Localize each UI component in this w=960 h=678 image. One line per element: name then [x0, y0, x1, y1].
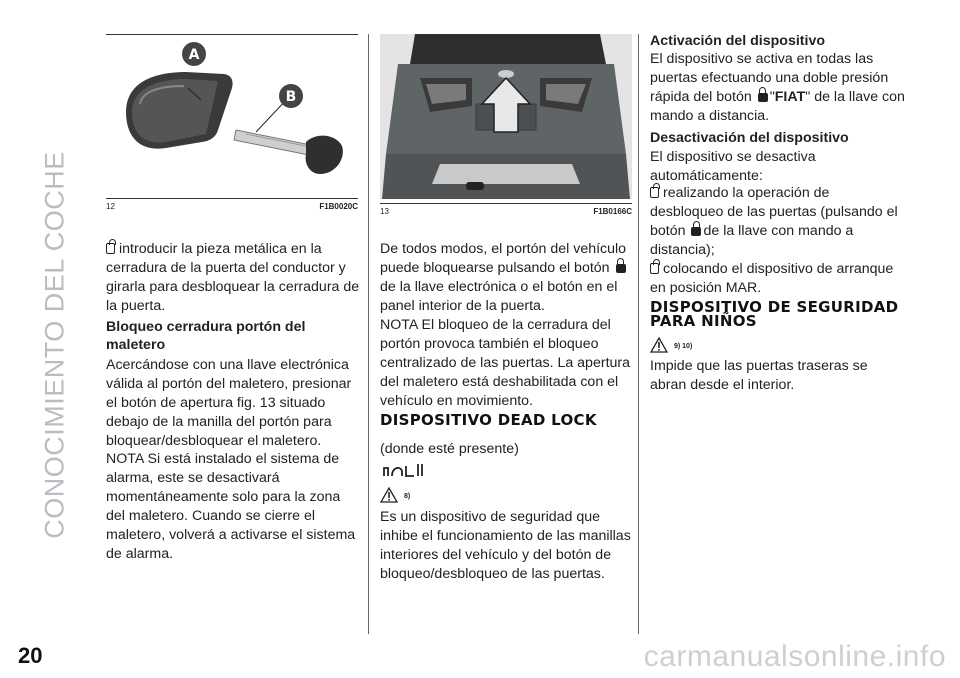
bullet-text: introducir la pieza metálica en la cerradura de la puerta del conductor y girarla para desbloquear la cerradura de la puerta. [106, 241, 360, 314]
heading-seguridad-ninos: DISPOSITIVO DE SEGURIDAD PARA NIÑOS [650, 298, 899, 330]
bullet-item: colocando el dispositivo de arranque en posición MAR. [650, 261, 894, 296]
callout-a: A [188, 47, 200, 63]
column-divider [638, 34, 639, 634]
heading-activacion: Activación del dispositivo [650, 33, 826, 49]
figure-13 [380, 34, 632, 214]
car-rear-illustration [380, 34, 632, 199]
page-number: 20 [18, 643, 43, 668]
note-paragraph: NOTA El bloqueo de la cerradura del portón provoca también el bloqueo centralizado de las puertas. La apertura del maletero está deshabilitada con el vehículo en movimiento. [380, 317, 631, 409]
figure-number: 13 [380, 207, 389, 216]
paragraph: Es un dispositivo de seguridad que inhibe el funcionamiento de las manillas interiores del vehículo y del botón de bloqueo/desbloqueo de las puertas. [380, 509, 631, 582]
heading-bloqueo-maletero: Bloqueo cerradura portón del maletero [106, 319, 306, 353]
bullet-icon [650, 263, 659, 274]
subheading: (donde esté presente) [380, 441, 519, 457]
paragraph: De todos modos, el portón del vehículo puede bloquearse pulsando el botón de la llave electrónica o el botón en el panel interior de la puerta. [380, 241, 627, 314]
figure-12 [106, 34, 358, 214]
figure-code: F1B0166C [593, 207, 632, 216]
key-illustration [106, 34, 358, 194]
figure-caption [106, 198, 358, 211]
paragraph: Impide que las puertas traseras se abran desde el interior. [650, 358, 868, 393]
note-paragraph: NOTA Si está instalado el sistema de alarma, este se desactivará momentáneamente solo para la zona del maletero. Cuando se cierre el maletero, volverá a activarse el sistema de alarma. [106, 451, 356, 562]
lock-icon [758, 93, 768, 102]
lock-icon [616, 264, 626, 273]
paragraph: Acercándose con una llave electrónica válida al portón del maletero, presionar el botón de apertura fig. 13 situado debajo de la manilla del portón para bloquear/desbloquear el maletero. [106, 357, 352, 449]
lock-icon [691, 227, 701, 236]
bullet-icon [106, 243, 115, 254]
watermark: carmanualsonline.info [643, 640, 946, 673]
warning-triangle-icon [650, 337, 668, 353]
bullet-item [106, 240, 361, 316]
paragraph: El dispositivo se desactiva automáticamente: [650, 149, 816, 184]
figure-number: 12 [106, 202, 115, 211]
paragraph: El dispositivo se activa en todas las puertas efectuando una doble presión rápida del botón "FIAT" de la llave con mando a distancia. [650, 51, 905, 124]
figure-code: F1B0020C [319, 202, 358, 211]
bullet-item: realizando la operación de desbloqueo de las puertas (pulsando el botón de la llave con mando a distancia); [650, 185, 898, 258]
warning-reference: 9) 10) [650, 337, 692, 353]
callout-b: B [285, 89, 297, 105]
optional-equipment-icon [380, 460, 428, 485]
warning-reference: 8) [380, 487, 410, 503]
warning-triangle-icon [380, 487, 398, 503]
bullet-icon [650, 187, 659, 198]
heading-desactivacion: Desactivación del dispositivo [650, 130, 849, 146]
column-divider [368, 34, 369, 634]
figure-caption [380, 203, 632, 216]
heading-dead-lock: DISPOSITIVO DEAD LOCK [380, 411, 597, 429]
